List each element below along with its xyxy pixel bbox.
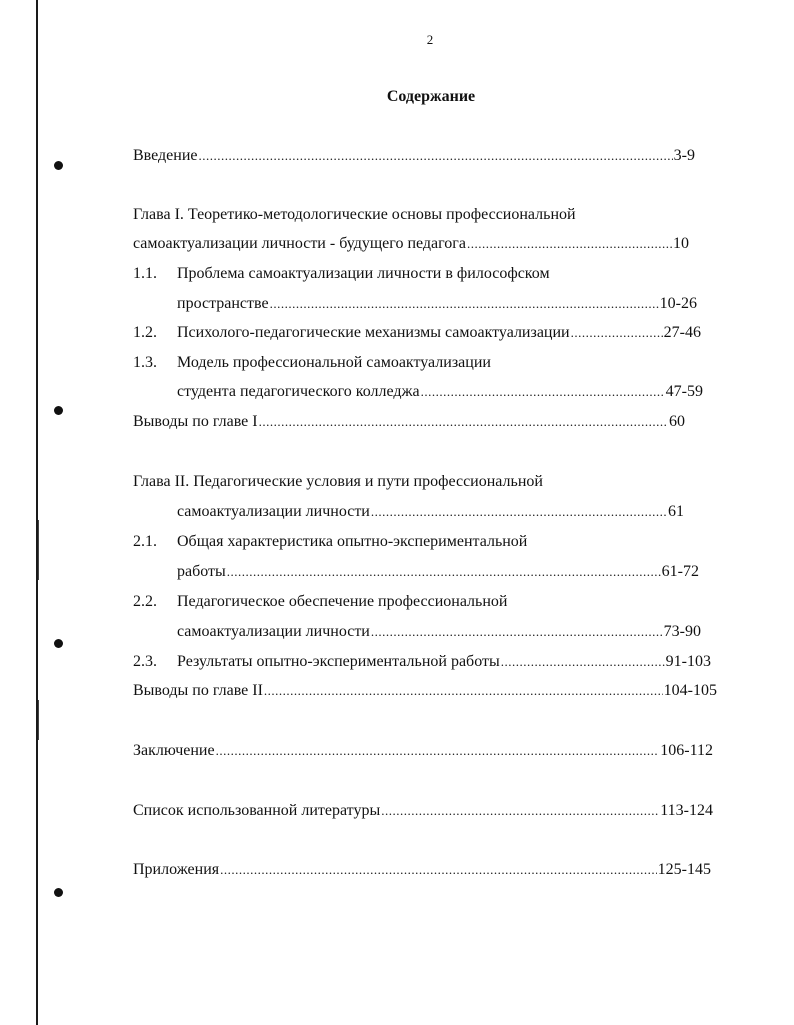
- toc-entry-text: Результаты опытно-экспериментальной работы: [177, 653, 500, 670]
- toc-entry-text: самоактуализации личности: [177, 623, 370, 640]
- section-1-3-line1[interactable]: [133, 353, 491, 373]
- toc-entry-chapter1[interactable]: [133, 234, 689, 254]
- toc-entry-pages: 3-9: [673, 147, 695, 164]
- toc-entry-text: Заключение: [133, 742, 215, 759]
- chapter1-title-line1[interactable]: Глава I. Теоретико-методологические основы профессиональной: [133, 206, 576, 223]
- leader-dots: [199, 146, 673, 166]
- section-title: Общая характеристика опытно-экспериментальной: [177, 533, 528, 550]
- section-number: 1.2.: [133, 324, 157, 341]
- section-1-1-line1[interactable]: [133, 264, 550, 284]
- page-number: 2: [426, 32, 434, 47]
- toc-entry-pages: 106-112: [660, 742, 713, 759]
- section-title: Модель профессиональной самоактуализации: [177, 354, 491, 371]
- leader-dots: [227, 562, 661, 582]
- toc-entry-pages: 10: [673, 235, 689, 252]
- toc-entry-pages: 104-105: [663, 682, 717, 699]
- toc-entry-text: Выводы по главе I: [133, 413, 258, 430]
- binder-hole-icon: [54, 161, 63, 170]
- toc-entry-pages: 125-145: [657, 861, 711, 878]
- section-2-1-line1[interactable]: [133, 532, 527, 552]
- binder-hole-icon: [54, 639, 63, 648]
- toc-entry-chapter1-conclusions[interactable]: [133, 412, 685, 432]
- leader-dots: [216, 741, 660, 761]
- toc-entry-text: Психолого-педагогические механизмы самоактуализации: [177, 324, 570, 341]
- toc-entry-section-2-3[interactable]: [133, 652, 711, 672]
- section-2-2-line1[interactable]: [133, 592, 507, 612]
- section-title: Педагогическое обеспечение профессиональной: [177, 593, 508, 610]
- toc-entry-text: самоактуализации личности: [177, 503, 370, 520]
- scan-edge-line: [36, 0, 38, 1025]
- toc-entry-pages: 73-90: [663, 623, 701, 640]
- toc-entry-pages: 61: [668, 503, 684, 520]
- toc-entry-chapter2-conclusions[interactable]: [133, 681, 717, 701]
- toc-entry-section-1-2[interactable]: [133, 323, 701, 343]
- toc-entry-section-2-2[interactable]: [177, 622, 701, 642]
- leader-dots: [421, 382, 665, 402]
- toc-entry-text: Выводы по главе II: [133, 682, 263, 699]
- toc-entry-section-1-1[interactable]: [177, 294, 697, 314]
- toc-entry-text: самоактуализации личности - будущего педагога: [133, 235, 466, 252]
- toc-entry-pages: 27-46: [663, 324, 701, 341]
- toc-entry-pages: 10-26: [659, 295, 697, 312]
- leader-dots: [371, 502, 667, 522]
- section-number: 2.3.: [133, 653, 157, 670]
- toc-entry-references[interactable]: [133, 801, 713, 821]
- leader-dots: [501, 652, 665, 672]
- section-title: Проблема самоактуализации личности в философском: [177, 265, 550, 282]
- leader-dots: [270, 294, 659, 314]
- section-number: 1.1.: [133, 265, 157, 282]
- toc-entry-section-1-3[interactable]: [177, 382, 703, 402]
- toc-entry-text: студента педагогического колледжа: [177, 383, 420, 400]
- toc-entry-text: пространстве: [177, 295, 269, 312]
- binder-hole-icon: [54, 406, 63, 415]
- toc-entry-conclusion[interactable]: [133, 741, 713, 761]
- toc-entry-text: работы: [177, 563, 226, 580]
- leader-dots: [264, 681, 663, 701]
- toc-entry-pages: 61-72: [661, 563, 699, 580]
- section-number: 1.3.: [133, 354, 157, 371]
- scan-edge-mark: [38, 700, 39, 740]
- section-number: 2.2.: [133, 593, 157, 610]
- toc-entry-chapter2[interactable]: [177, 502, 684, 522]
- toc-entry-text: Приложения: [133, 861, 220, 878]
- toc-entry-pages: 91-103: [665, 653, 711, 670]
- leader-dots: [381, 801, 659, 821]
- scan-edge-mark: [38, 520, 39, 580]
- toc-entry-pages: 113-124: [660, 802, 713, 819]
- section-number: 2.1.: [133, 533, 157, 550]
- leader-dots: [371, 622, 663, 642]
- leader-dots: [571, 323, 663, 343]
- toc-entry-appendices[interactable]: [133, 860, 711, 880]
- toc-entry-introduction[interactable]: [133, 146, 695, 166]
- toc-entry-pages: 47-59: [665, 383, 703, 400]
- leader-dots: [467, 234, 672, 254]
- binder-hole-icon: [54, 888, 63, 897]
- toc-entry-pages: 60: [669, 413, 685, 430]
- toc-entry-text: Список использованной литературы: [133, 802, 381, 819]
- leader-dots: [259, 412, 668, 432]
- chapter2-title-line1[interactable]: Глава II. Педагогические условия и пути профессиональной: [133, 473, 543, 490]
- leader-dots: [220, 860, 657, 880]
- toc-entry-section-2-1[interactable]: [177, 562, 699, 582]
- toc-title: Содержание: [386, 88, 476, 105]
- toc-entry-text: Введение: [133, 147, 198, 164]
